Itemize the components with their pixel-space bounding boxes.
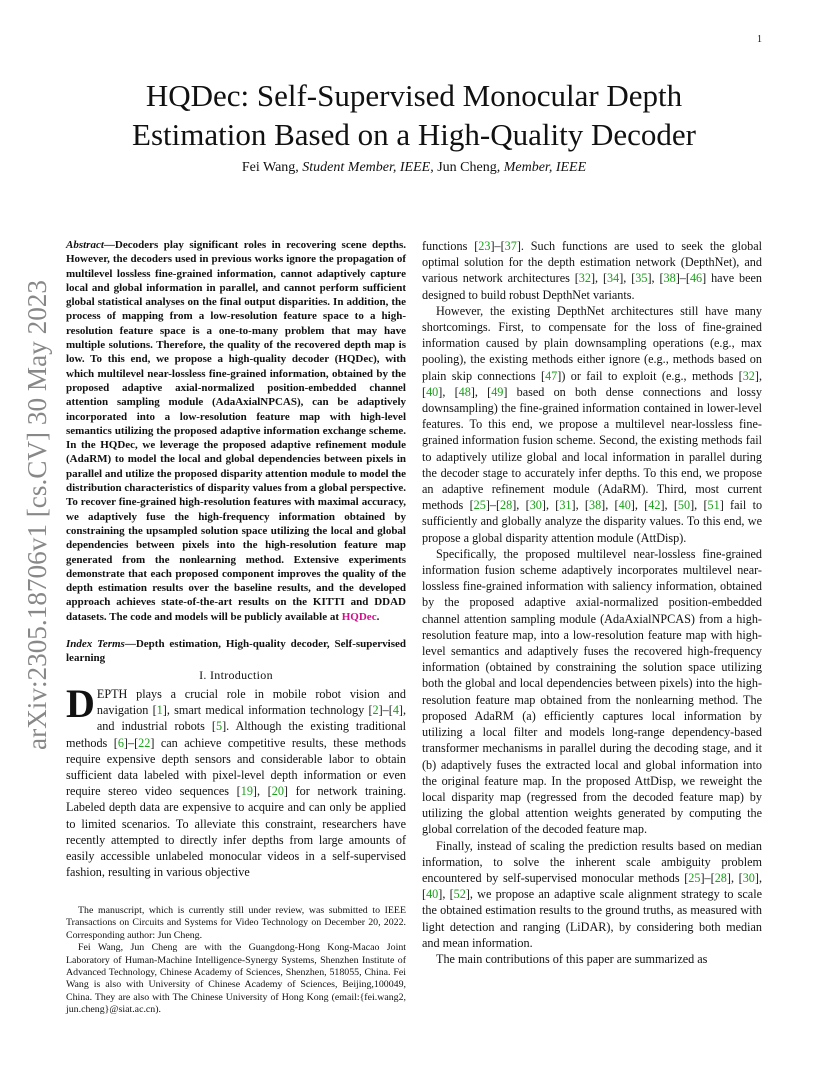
citation-link[interactable]: 38 — [588, 498, 602, 513]
citation-link[interactable]: 4 — [392, 703, 399, 718]
citation-link[interactable]: 30 — [529, 498, 542, 513]
citation-link[interactable]: 32 — [578, 271, 591, 286]
citation-link[interactable]: 42 — [648, 498, 661, 513]
citation-link[interactable]: 1 — [156, 703, 163, 718]
citation-link[interactable]: 40 — [426, 887, 439, 902]
citation-link[interactable]: 25 — [688, 870, 701, 885]
abstract-end: . — [376, 610, 380, 623]
citation-link[interactable]: 51 — [707, 498, 720, 513]
citation-link[interactable]: 22 — [138, 735, 151, 750]
right-paragraph-2: Specifically, the proposed multilevel near-lossless fine-grained information fusion scheme adaptively incorporates multilevel near-lossless fine-grained information with saliency information, obtained by the proposed adaptive axial-normalized position-embedded channel attention sampling module (AdaAxialNPCAS) from a high-resolution feature map, into a low-resolution feature map with high-level semantics and adaptively fuses the recovered high-frequency information (obtained by constraining the solution space utilizing both the global and local dependencies between pixels) into the high-resolution feature map obtained from the nonlearning method. The proposed AdaRM (a) efficiently captures local information by utilizing a local filter and models long-range dependency-based transformer mechanisms in parallel during the decoding stage, and it (b) adaptively fuses the extracted local and global information into the original feature map. In the proposed AttDisp, we reweight the local disparity map (regressed from the decoded feature map) by utilizing the global attention weights generated by computing the global correlation of the decoded feature map. — [422, 546, 762, 837]
citation-link[interactable]: 25 — [473, 498, 486, 513]
title-line-1: HQDec: Self-Supervised Monocular Depth — [145, 78, 683, 113]
author-1-role: Student Member, IEEE — [302, 160, 431, 175]
citation-link[interactable]: 38 — [663, 271, 676, 286]
citation-link[interactable]: 6 — [117, 735, 124, 750]
citation-link[interactable]: 50 — [677, 498, 691, 513]
author-separator: , Jun Cheng, — [430, 160, 504, 175]
abstract — [66, 238, 406, 624]
citation-link[interactable]: 40 — [426, 384, 439, 399]
right-paragraph-1: However, the existing DepthNet architectures still have many shortcomings. First, to compensate for the loss of fine-grained information caused by plain downsampling operations (e.g., max pooling), the existing methods either ignore (e.g., methods based on plain skip connections [47]) or fail to exploit (e.g., methods [32], [40], [48], [49] based on both dense connections and lossy downsampling) the fine-grained information contained in lower-level features. To this end, we propose a multilevel near-lossless fine-grained information fusion scheme. Second, the existing methods fail to adaptively utilize global and local information in parallel during the decoder stage to accurately infer depths. To this end, we propose an adaptive refinement module (AdaRM). Third, most current methods [25]–[28], [30], [31], [38], [40], [42], [50], [51] fail to sufficiently and globally analyze the disparity values. To this end, we propose a global disparity attention module (AttDisp). — [422, 303, 763, 545]
citation-link[interactable]: 37 — [504, 239, 517, 253]
citation-link[interactable]: 35 — [635, 271, 648, 286]
citation-link[interactable]: 19 — [240, 784, 253, 799]
intro-paragraph — [66, 681, 407, 880]
citation-link[interactable]: 40 — [618, 498, 631, 513]
right-paragraph-0: functions [23]–[37]. Such functions are used to seek the global optimal solution for the depth estimation network (DepthNet), and various network architectures [32], [34], [35], [38]–[46] have been designed to build robust DepthNet variants. — [422, 239, 763, 302]
citation-link[interactable]: 34 — [607, 271, 620, 286]
citation-link[interactable]: 49 — [491, 384, 504, 399]
arxiv-stamp — [8, 280, 58, 760]
author-2-role: Member, IEEE — [503, 160, 587, 175]
index-terms-lead: Index Terms — [66, 638, 125, 650]
citation-link[interactable]: 30 — [742, 870, 755, 885]
abstract-lead: Abstract — [66, 239, 104, 251]
page-number: 1 — [757, 34, 762, 45]
authors — [80, 160, 748, 176]
citation-link[interactable]: 28 — [500, 498, 513, 513]
citation-link[interactable]: 31 — [559, 498, 572, 513]
citation-link[interactable]: 46 — [689, 271, 703, 286]
citation-link[interactable]: 2 — [372, 703, 379, 718]
right-paragraph-3: Finally, instead of scaling the prediction results based on median information, to solve the inherent scale ambiguity problem encountered by self-supervised monocular methods [25]–[28], [30], [40], [52], we propose an adaptive scale alignment strategy to scale the obtained estimation results to the ground truths, as measured with light detection and ranging (LiDAR), by considering both median and mean information. — [422, 838, 762, 950]
right-column — [422, 238, 762, 967]
intro-text: EPTH plays a crucial role in mobile robot vision and navigation [1], smart medical information technology [2]–[4], and industrial robots [5]. Although the existing traditional methods [6]–[22] can achieve competitive results, these methods require expensive depth sensors and considerable labor to obtain sufficient data labeled with pixel-level depth information or even require stereo video sequences [19], [20] for network training. Labeled depth data are expensive to acquire and can only be applied to limited scenarios. To alleviate this constraint, researchers have recently attempted to directly infer depths from large amounts of easily accessible unlabeled monocular videos in a self-supervised fashion, resulting in various objective — [66, 687, 407, 880]
right-paragraph-4: The main contributions of this paper are summarized as — [436, 951, 708, 966]
footnote-1: The manuscript, which is currently still under review, was submitted to IEEE Transactions on Circuits and Systems for Video Technology on December 20, 2022. Corresponding author: Jun Cheng. — [66, 905, 406, 941]
section-heading: I. Introduction — [199, 668, 273, 682]
footnotes — [66, 905, 406, 1017]
citation-link[interactable]: 48 — [458, 384, 471, 399]
citation-link[interactable]: 52 — [453, 887, 466, 902]
drop-cap: D — [66, 681, 95, 726]
author-1: Fei Wang, — [241, 160, 303, 175]
paper-title — [80, 76, 748, 154]
citation-link[interactable]: 5 — [215, 719, 223, 734]
abstract-text: —Decoders play significant roles in recovering scene depths. However, the decoders used in previous works ignore the propagation of multilevel lossless fine-grained information, cannot adaptively capture local and global information in parallel, and cannot perform sufficient global statistical analyses on the final output disparities. In addition, the process of mapping from a low-resolution feature space to a high-resolution feature space is a one-to-many problem that may have multiple solutions. Therefore, the quality of the recovered depth map is low. To this end, we propose a high-quality decoder (HQDec), with which multilevel near-lossless fine-grained information, obtained by the proposed adaptive axial-normalized position-embedded channel attention sampling module (AdaAxialNPCAS), can be adaptively incorporated into a low-resolution feature map with high-level semantics utilizing the proposed adaptive information exchange scheme. In the HQDec, we leverage the proposed adaptive refinement module (AdaRM) to model the local and global dependencies between pixels in parallel and utilize the proposed disparity attention module to model the distribution characteristics of disparity values from a global perspective. To recover fine-grained high-resolution features with maximal accuracy, we adaptively fuse the high-frequency information obtained by constraining the upsampled solution space utilizing the local and global dependencies between pixels into the high-resolution feature map generated from the nonlearning method. Extensive experiments demonstrate that each proposed component improves the quality of the depth estimation results over the baseline results, and the developed approach achieves state-of-the-art results on the KITTI and DDAD datasets. The code and models will be publicly available at — [66, 239, 406, 623]
index-terms — [66, 637, 406, 666]
arxiv-id: arXiv:2305.18706v1 [cs.CV] 30 May 2023 — [22, 283, 52, 750]
code-link[interactable]: HQDec — [341, 610, 377, 623]
footnote-2: Fei Wang, Jun Cheng are with the Guangdong-Hong Kong-Macao Joint Laboratory of Human-Machine Intelligence-Synergy Systems, Shenzhen Institute of Advanced Technology, Chinese Academy of Sciences, Shenzhen, 518055, China. Fei Wang is also with University of Chinese Academy of Sciences, Beijing,100049, China. They are also with The Chinese University of Hong Kong (email:{fei.wang2, jun.cheng}@siat.ac.cn). — [66, 942, 406, 1016]
citation-link[interactable]: 47 — [545, 368, 558, 383]
citation-link[interactable]: 32 — [742, 368, 755, 383]
citation-link[interactable]: 23 — [478, 239, 491, 253]
index-terms-text: —Depth estimation, High-quality decoder, Self-supervised learning — [66, 638, 406, 665]
citation-link[interactable]: 20 — [271, 784, 284, 799]
citation-link[interactable]: 28 — [714, 870, 727, 885]
title-line-2: Estimation Based on a High-Quality Decoder — [132, 117, 696, 152]
